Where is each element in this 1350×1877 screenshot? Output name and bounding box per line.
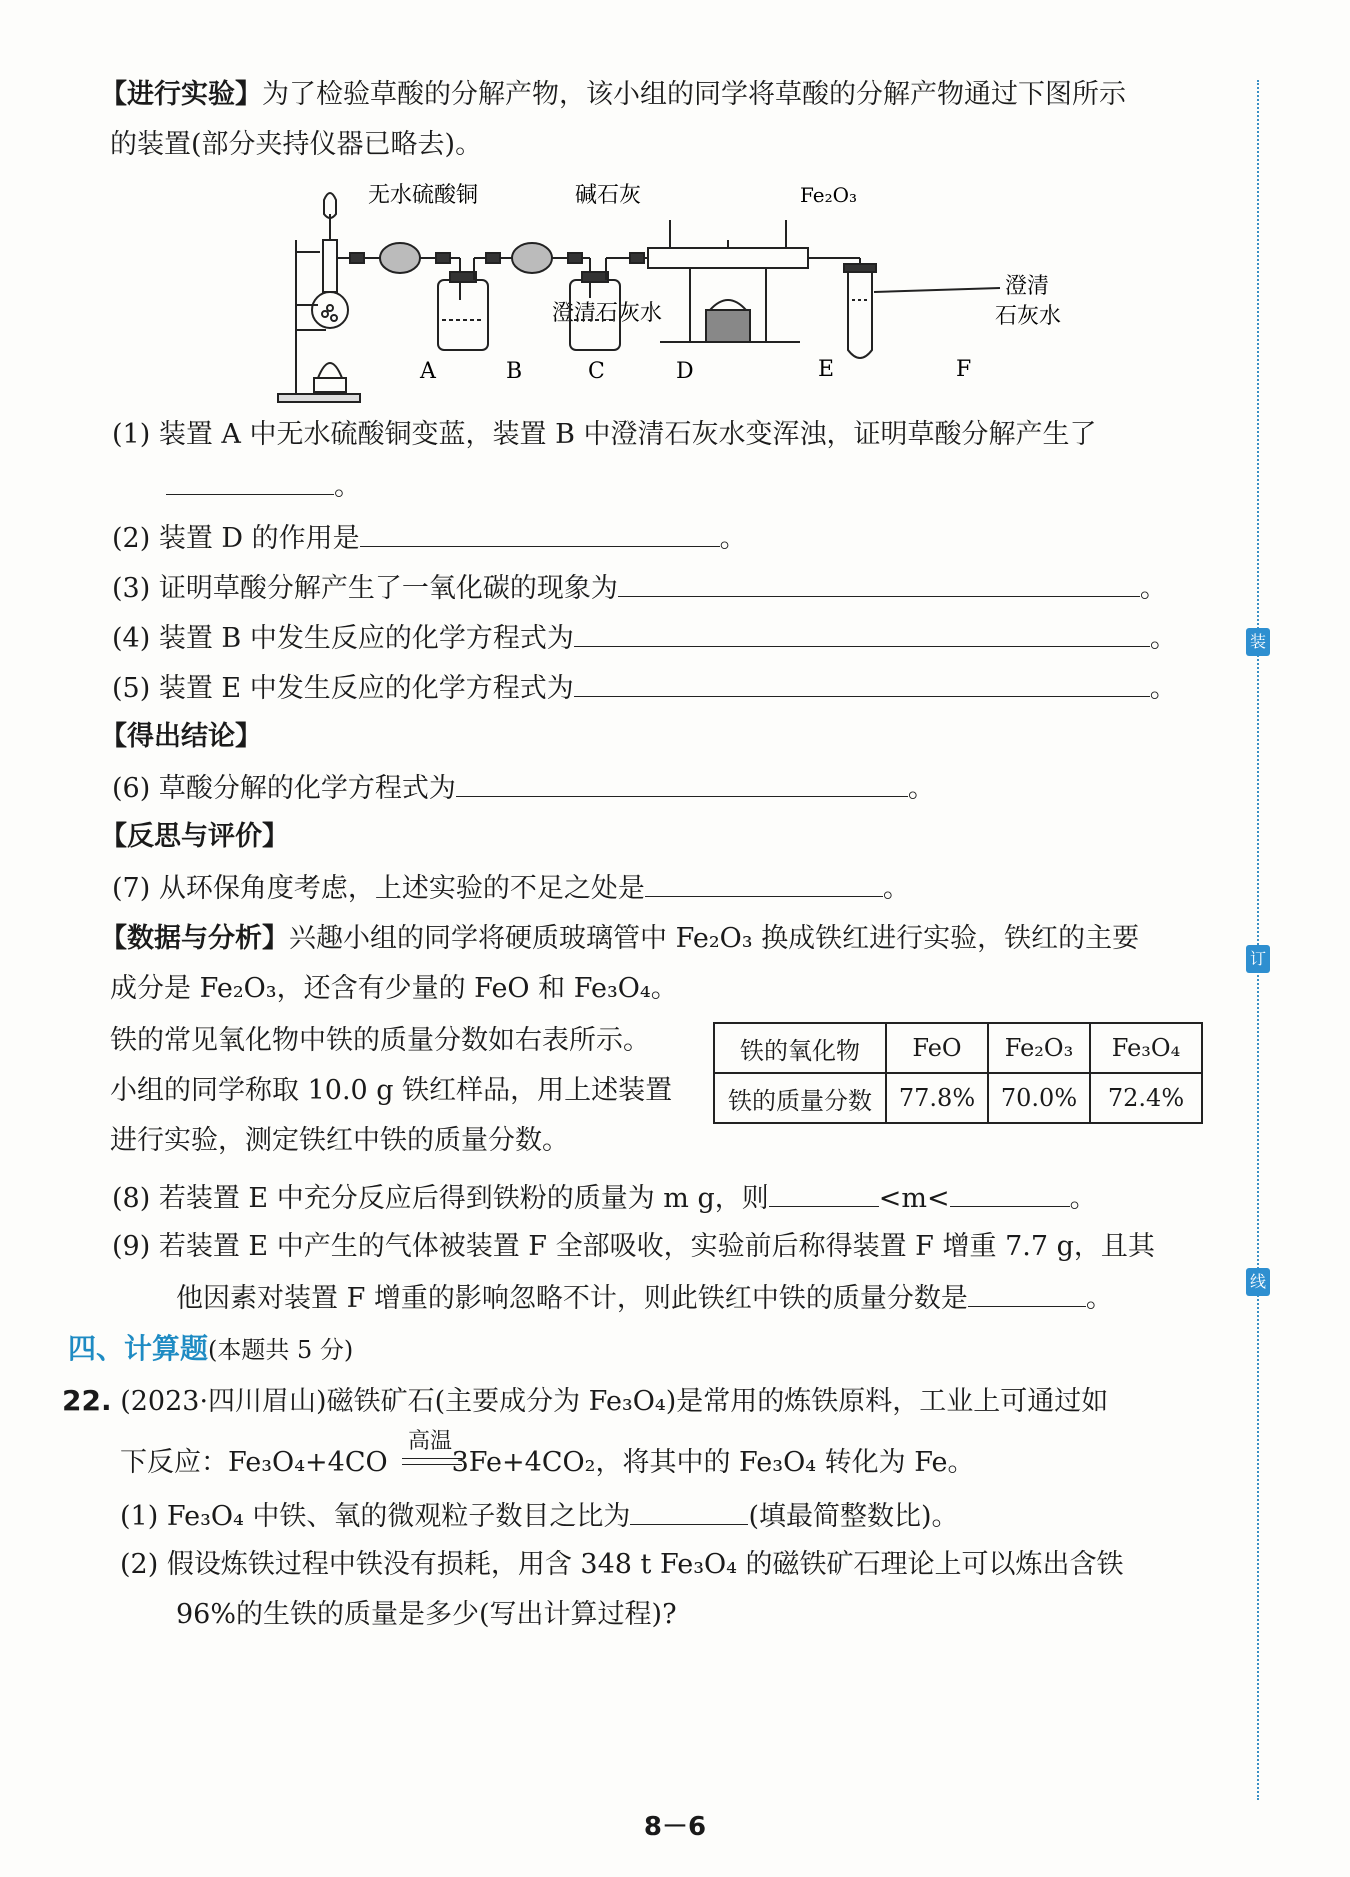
question-22-text-2b: 3Fe+4CO₂，将其中的 Fe₃O₄ 转化为 Fe。	[451, 1447, 975, 1478]
question-5-end: 。	[1149, 673, 1177, 704]
question-2	[112, 520, 747, 556]
table-cell: 铁的质量分数	[714, 1073, 886, 1123]
label-fe2o3: Fe₂O₃	[800, 183, 858, 207]
analysis-text-2: 成分是 Fe₂O₃，还含有少量的 FeO 和 Fe₃O₄。	[110, 973, 678, 1004]
label-f-1: 澄清	[1005, 274, 1050, 299]
reaction-condition: 高温	[408, 1429, 453, 1454]
answer-blank-8a[interactable]	[769, 1180, 879, 1207]
question-22-part-1	[120, 1498, 959, 1534]
question-22-part-2-line-2: 96%的生铁的质量是多少(写出计算过程)?	[176, 1599, 677, 1630]
question-5	[112, 670, 1177, 706]
analysis-text-1: 兴趣小组的同学将硬质玻璃管中 Fe₂O₃ 换成铁红进行实验，铁红的主要	[289, 923, 1140, 954]
question-4-text: (4) 装置 B 中发生反应的化学方程式为	[112, 623, 574, 654]
intro-text-2: 的装置(部分夹持仪器已略去)。	[110, 129, 483, 160]
analysis-text-4: 小组的同学称取 10.0 g 铁红样品，用上述装置	[110, 1075, 673, 1106]
letter-b: B	[506, 359, 523, 384]
question-5-text: (5) 装置 E 中发生反应的化学方程式为	[112, 673, 574, 704]
question-6-text: (6) 草酸分解的化学方程式为	[112, 773, 456, 804]
analysis-text-5: 进行实验，测定铁红中铁的质量分数。	[110, 1125, 569, 1156]
intro-paragraph	[100, 78, 1126, 112]
table-header-row	[714, 1023, 1202, 1073]
conclusion-heading: 【得出结论】	[100, 721, 262, 752]
question-22-line-2	[120, 1446, 974, 1480]
table-cell: 72.4%	[1090, 1073, 1202, 1123]
question-4	[112, 620, 1177, 656]
answer-blank-6[interactable]	[456, 770, 908, 797]
table-header-cell: Fe₃O₄	[1090, 1023, 1202, 1073]
question-9-end: 。	[1085, 1283, 1113, 1314]
question-1-line-1: (1) 装置 A 中无水硫酸铜变蓝，装置 B 中澄清石灰水变浑浊，证明草酸分解产生了	[112, 419, 1097, 450]
letter-d: D	[676, 359, 694, 384]
section-4-note: (本题共 5 分)	[208, 1336, 354, 1364]
question-1-line-2	[166, 468, 361, 504]
answer-blank-2[interactable]	[360, 520, 720, 547]
analysis-paragraph	[100, 922, 1139, 956]
iron-oxide-table	[713, 1022, 1203, 1124]
answer-blank-8b[interactable]	[950, 1180, 1070, 1207]
question-8	[112, 1180, 1097, 1216]
question-22-part-1-end: (填最简整数比)。	[748, 1501, 959, 1532]
question-2-end: 。	[719, 523, 747, 554]
letter-e: E	[818, 357, 835, 382]
table-header-cell: FeO	[886, 1023, 988, 1073]
letter-f: F	[956, 357, 972, 382]
intro-heading: 【进行实验】	[100, 79, 262, 110]
binding-mark-zhuang: 装	[1246, 628, 1270, 656]
binding-line	[1257, 80, 1259, 1800]
question-22-line-1	[62, 1384, 1108, 1419]
question-7-text: (7) 从环保角度考虑，上述实验的不足之处是	[112, 873, 645, 904]
question-9-text: 他因素对装置 F 增重的影响忽略不计，则此铁红中铁的质量分数是	[176, 1283, 968, 1314]
question-9-line-1: (9) 若装置 E 中产生的气体被装置 F 全部吸收，实验前后称得装置 F 增重 7.7 g，且其	[112, 1231, 1155, 1262]
answer-blank-7[interactable]	[645, 870, 883, 897]
table-cell: 77.8%	[886, 1073, 988, 1123]
label-cuso4: 无水硫酸铜	[368, 183, 479, 208]
question-6	[112, 770, 935, 806]
question-22-text-1: (2023·四川眉山)磁铁矿石(主要成分为 Fe₃O₄)是常用的炼铁原料，工业上可通过如	[120, 1386, 1109, 1417]
question-7	[112, 870, 910, 906]
table-row	[714, 1073, 1202, 1123]
table-cell: 70.0%	[988, 1073, 1090, 1123]
analysis-text-3: 铁的常见氧化物中铁的质量分数如右表所示。	[110, 1025, 650, 1056]
answer-blank-5[interactable]	[574, 670, 1150, 697]
binding-mark-ding: 订	[1246, 945, 1270, 973]
section-4-header	[68, 1332, 353, 1367]
answer-blank-4[interactable]	[574, 620, 1150, 647]
analysis-heading: 【数据与分析】	[100, 923, 289, 954]
question-1-end: 。	[334, 471, 361, 502]
question-22-part-2-line-1: (2) 假设炼铁过程中铁没有损耗，用含 348 t Fe₃O₄ 的磁铁矿石理论上可以炼出含铁	[120, 1549, 1124, 1580]
question-8-range: <m<	[878, 1183, 950, 1214]
question-3-end: 。	[1139, 573, 1167, 604]
label-limewater: 澄清石灰水	[552, 301, 663, 326]
question-4-end: 。	[1149, 623, 1177, 654]
reflection-heading: 【反思与评价】	[100, 821, 289, 852]
section-4-title: 四、计算题	[68, 1332, 209, 1365]
answer-blank-22-1[interactable]	[630, 1498, 748, 1525]
label-sodalime: 碱石灰	[575, 183, 642, 208]
question-22-part-1-text: (1) Fe₃O₄ 中铁、氧的微观粒子数目之比为	[120, 1501, 631, 1532]
question-2-text: (2) 装置 D 的作用是	[112, 523, 360, 554]
question-6-end: 。	[907, 773, 935, 804]
question-8-end: 。	[1069, 1183, 1097, 1214]
question-9-line-2	[176, 1280, 1113, 1316]
answer-blank-3[interactable]	[618, 570, 1140, 597]
page-number: 8－6	[643, 1812, 707, 1842]
answer-blank-1[interactable]	[166, 468, 334, 495]
question-8-text: (8) 若装置 E 中充分反应后得到铁粉的质量为 m g，则	[112, 1183, 769, 1214]
question-22-number: 22.	[62, 1384, 112, 1417]
question-7-end: 。	[882, 873, 910, 904]
apparatus-diagram	[270, 180, 1062, 412]
answer-blank-9[interactable]	[968, 1280, 1086, 1307]
question-22-text-2a: 下反应：Fe₃O₄+4CO	[120, 1447, 388, 1478]
question-3	[112, 570, 1167, 606]
label-f-2: 石灰水	[995, 304, 1062, 329]
table-header-cell: 铁的氧化物	[714, 1023, 886, 1073]
intro-text-1: 为了检验草酸的分解产物，该小组的同学将草酸的分解产物通过下图所示	[262, 79, 1126, 110]
letter-c: C	[588, 359, 605, 384]
table-header-cell: Fe₂O₃	[988, 1023, 1090, 1073]
binding-mark-xian: 线	[1246, 1268, 1270, 1296]
question-3-text: (3) 证明草酸分解产生了一氧化碳的现象为	[112, 573, 618, 604]
letter-a: A	[420, 359, 436, 384]
